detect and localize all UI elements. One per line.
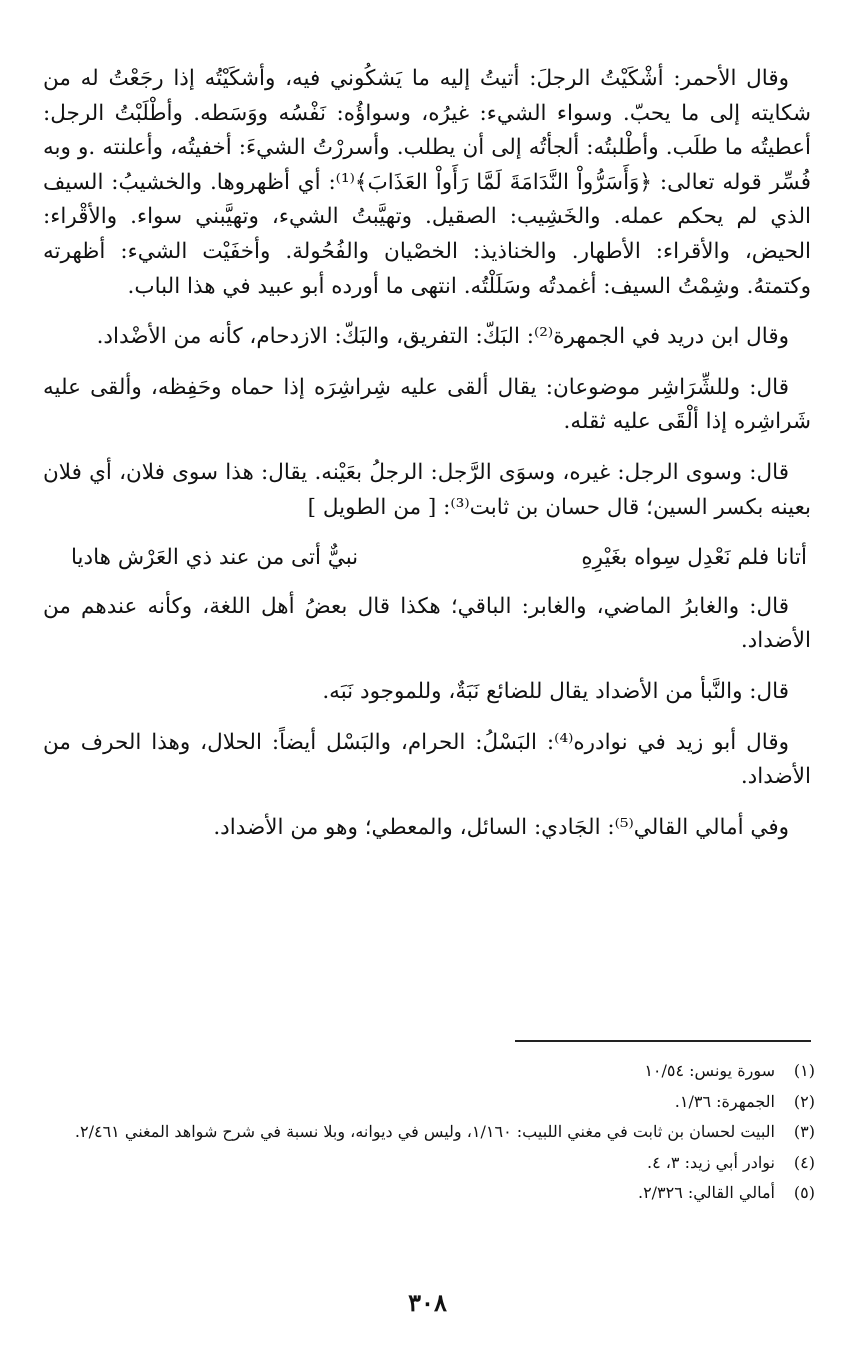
footnote-text: البيت لحسان بن ثابت في مغني اللبيب: ١/١٦٠، وليس في ديوانه، وبلا نسبة في شرح شواهد المغني ٢/٤٦١. — [74, 1122, 775, 1141]
footnote-number: (٤) — [793, 1152, 815, 1172]
footnote-number: (٣) — [793, 1122, 815, 1141]
footnote-text: نوادر أبي زيد: ٣، ٤. — [646, 1152, 775, 1172]
paragraph-2: وقال ابن دريد في الجمهرة⁽²⁾: البَكّ: التفريق، والبَكّ: الازدحام، كأنه من الأضْداد. — [96, 324, 789, 350]
paragraph-8: وفي أمالي القالي⁽⁵⁾: الجَادي: السائل، والمعطي؛ وهو من الأضداد. — [213, 814, 789, 840]
footnote-number: (٥) — [793, 1183, 815, 1202]
paragraph-6: قال: والنَّبأ من الأضداد يقال للضائع نَبَةٌ، وللموجود نَبَه. — [322, 678, 789, 704]
footnote-4 — [43, 1150, 815, 1177]
footnotes — [43, 1058, 815, 1211]
paragraph-5: قال: والغابرُ الماضي، والغابر: الباقي؛ هكذا قال بعضُ أهل اللغة، وكأنه عندهم من الأضداد. — [43, 593, 811, 654]
paragraph-7: وقال أبو زيد في نوادره⁽⁴⁾: البَسْلُ: الحرام، والبَسْل أيضاً: الحلال، وهذا الحرف من الأضداد. — [43, 729, 811, 790]
footnote-5 — [43, 1180, 815, 1207]
verse-first-hemistich: أتانا فلم نَعْدِل سِواه بغَيْرِهِ — [581, 545, 807, 571]
footnote-divider — [515, 1040, 811, 1042]
footnote-number: (١) — [793, 1061, 815, 1080]
page-number: ٣٠٨ — [408, 1288, 447, 1317]
footnote-text: سورة يونس: ١٠/٥٤ — [644, 1061, 775, 1080]
main-text — [43, 62, 811, 861]
footnote-3 — [43, 1119, 815, 1146]
paragraph-1: وقال الأحمر: أشْكَيْتُ الرجلَ: أتيتُ إليه ما يَشكُوني فيه، وأشكَيْتُه إذا رجَعْتُ له من شكايته إلى ما يحبّ. وسواء الشيء: غيرُه، وسواؤُه: نَفْسُه ووَسَطه. وأطْلَبْتُ الرجل: أعطيتُه ما طلَب. وأطْلبتُه: ألجأتُه إلى أن يطلب. وأسررْتُ الشيءَ: أخفيتُه، وأعلنته .و وبه فُسِّر قوله تعالى: ﴿وَأَسَرُّواْ النَّدَامَةَ لَمَّا رَأَواْ العَذَابَ﴾⁽¹⁾: أي أظهروها. والخشيبُ: السيف الذي لم يحكم عمله. والخَشِيب: الصقيل. وتهيَّبتُ الشيء، وتهيَّبني سواء. والأقْراء: الحيض، والأقراء: الأطهار. والخناذيذ: الخصْيان والفُحُولة. وأخفَيْت الشيء: أظهرته وكتمتهُ. وشِمْتُ السيف: أغمدتُه وسَلَلْتُه. انتهى ما أورده أبو عبيد في هذا الباب. — [43, 66, 811, 299]
footnote-1 — [43, 1058, 815, 1085]
verse-second-hemistich: نبيٌّ أتى من عند ذي العَرْش هاديا — [71, 545, 359, 571]
paragraph-4: قال: وسوى الرجل: غيره، وسوَى الرَّجل: الرجلُ بعَيْنه. يقال: هذا سوى فلان، أي فلان بعينه بكسر السين؛ قال حسان بن ثابت⁽³⁾: [ من الطويل ] — [43, 459, 811, 520]
footnote-text: الجمهرة: ١/٣٦. — [674, 1091, 775, 1111]
footnote-text: أمالي القالي: ٢/٣٢٦. — [637, 1183, 775, 1202]
footnote-number: (٢) — [793, 1091, 815, 1111]
paragraph-3: قال: وللشِّرَاشِر موضوعان: يقال ألقى عليه شِراشِرَه إذا حماه وحَفِظه، وألقى عليه شَراشِره إذا ألْقَى عليه ثقله. — [43, 374, 811, 435]
poetry-verse — [43, 541, 811, 576]
footnote-2 — [43, 1089, 815, 1116]
